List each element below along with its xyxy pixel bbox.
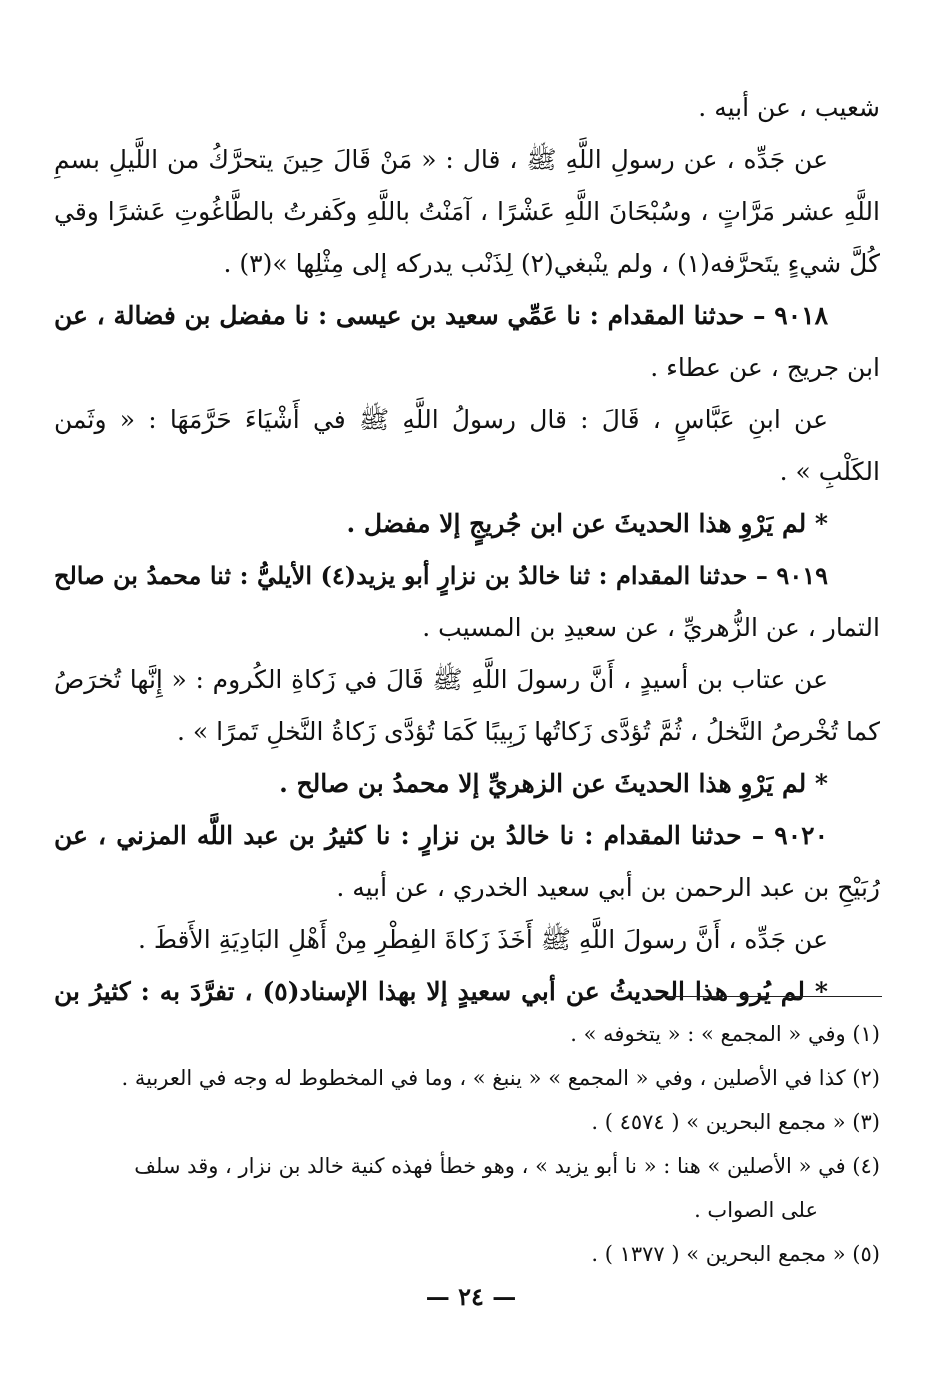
text-line: التمار ، عن الزُّهريِّ ، عن سعيدِ بن المسيب . bbox=[422, 613, 880, 642]
text-line: كُلَّ شيءٍ يتَحرَّفه(١) ، ولم ينْبغي(٢) لِذَنْب يدركه إلى مِثْلِها »(٣) . bbox=[223, 249, 880, 278]
footnote-2: (٢) كذا في الأصلين ، وفي « المجمع » « ينبغ » ، وما في المخطوط له وجه في العربية . bbox=[121, 1066, 880, 1090]
footnotes bbox=[54, 1012, 880, 1276]
text-line: اللَّهِ عشر مَرَّاتٍ ، وسُبْحَانَ اللَّهِ عَشْرًا ، آمَنْتُ باللَّهِ وكَفرتُ بالطَّاغُوتِ عَشرًا وقي bbox=[54, 197, 880, 226]
text-line: شعيب ، عن أبيه . bbox=[698, 93, 880, 122]
text-line: عن جَدِّه ، عن رسولِ اللَّهِ ﷺ ، قال : « مَنْ قَالَ حِينَ يتحرَّكُ من اللَّيلِ بسمِ bbox=[54, 145, 828, 174]
hadith-heading-9019: ٩٠١٩ – حدثنا المقدام : ثنا خالدُ بن نزارٍ أبو يزيد(٤) الأيليُّ : ثنا محمدُ بن صالح bbox=[54, 561, 828, 590]
footnote-divider bbox=[652, 996, 882, 997]
footnote-1: (١) وفي « المجمع » : « يتخوفه » . bbox=[570, 1022, 880, 1046]
text-line: ابن جريج ، عن عطاء . bbox=[650, 353, 880, 382]
text-line: عن جَدِّه ، أَنَّ رسولَ اللَّهِ ﷺ أَخَذَ زَكاةَ الفِطْرِ مِنْ أَهْلِ البَادِيَةِ الأَقطَ . bbox=[137, 925, 828, 954]
main-text bbox=[54, 82, 880, 1018]
commentary-line: * لم يَرْوِ هذا الحديثَ عن الزهريِّ إلا محمدُ بن صالح . bbox=[279, 769, 828, 798]
text-line: الكَلْبِ » . bbox=[779, 457, 880, 486]
hadith-heading-9018: ٩٠١٨ – حدثنا المقدام : نا عَمِّي سعيد بن عيسى : نا مفضل بن فضالة ، عن bbox=[54, 301, 828, 330]
text-line: عن ابنِ عَبَّاسٍ ، قَالَ : قال رسولُ اللَّهِ ﷺ في أَشْيَاءَ حَرَّمَهَا : « وثَمن bbox=[54, 405, 828, 434]
footnote-3: (٣) « مجمع البحرين » ( ٤٥٧٤ ) . bbox=[591, 1110, 880, 1134]
commentary-line: * لم يُرو هذا الحديثُ عن أبي سعيدٍ إلا بهذا الإسناد(٥) ، تفرَّدَ به : كثيرُ بن bbox=[54, 977, 828, 1006]
page-number: — ٢٤ — bbox=[425, 1282, 517, 1311]
footnote-4-continued: على الصواب . bbox=[694, 1198, 818, 1222]
text-line: عن عتاب بن أسيدٍ ، أَنَّ رسولَ اللَّهِ ﷺ قَالَ في زَكاةِ الكُروم : « إِنَّها تُخرَصُ bbox=[54, 665, 828, 694]
text-line: رُبَيْحِ بن عبد الرحمن بن أبي سعيد الخدري ، عن أبيه . bbox=[336, 873, 880, 902]
footnote-4: (٤) في « الأصلين » هنا : « نا أبو يزيد » ، وهو خطأ فهذه كنية خالد بن نزار ، وقد سلف bbox=[134, 1154, 880, 1178]
hadith-heading-9020: ٩٠٢٠ – حدثنا المقدام : نا خالدُ بن نزارٍ : نا كثيرُ بن عبد اللَّه المزني ، عن bbox=[54, 821, 828, 850]
text-line: كما تُخْرصُ النَّخلُ ، ثُمَّ تُؤدَّى زَكاتُها زَبِيبًا كَمَا تُؤدَّى زَكاةُ النَّخلِ تَمرًا » . bbox=[177, 717, 880, 746]
footnote-5: (٥) « مجمع البحرين » ( ١٣٧٧ ) . bbox=[591, 1242, 880, 1266]
commentary-line: * لم يَرْوِ هذا الحديثَ عن ابن جُريجٍ إلا مفضل . bbox=[346, 509, 828, 538]
